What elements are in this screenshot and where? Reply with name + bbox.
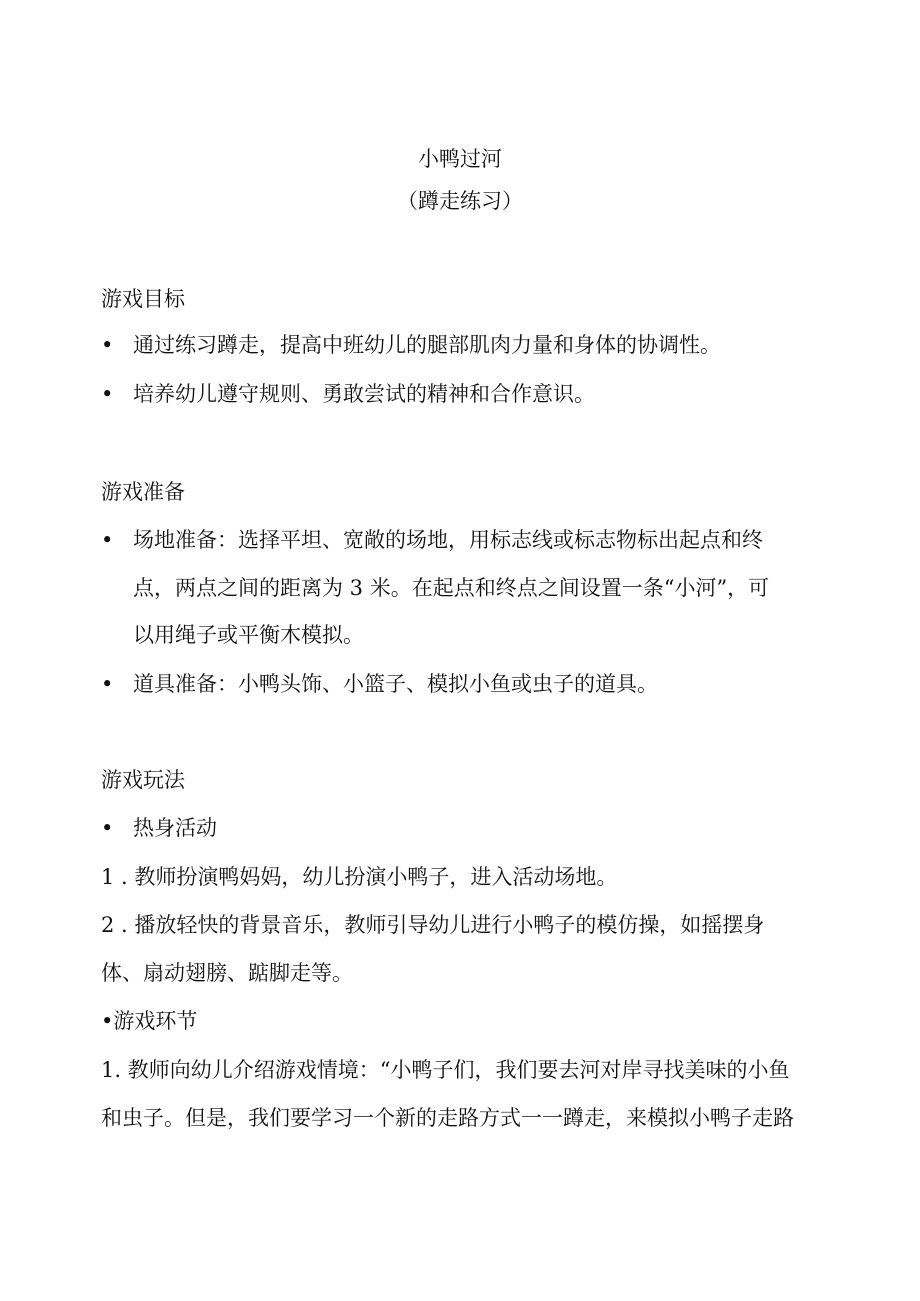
warmup-label: 热身活动 [133,816,217,840]
prep-item-line: 场地准备：选择平坦、宽敞的场地，用标志线或标志物标出起点和终 [133,528,763,552]
game-step: 1. 教师向幼儿介绍游戏情境：“小鸭子们，我们要去河对岸寻找美味的小鱼 [101,1058,790,1082]
goal-item: 培养幼儿遵守规则、勇敢尝试的精神和合作意识。 [133,382,595,406]
game-label: •游戏环节 [101,1009,198,1033]
prep-item-line: 道具准备：小鸭头饰、小篮子、模拟小鱼或虫子的道具。 [133,672,658,696]
bullet-marker: • [101,816,114,840]
bullet-marker: • [101,528,114,552]
bullet-marker: • [101,672,114,696]
document-title: 小鸭过河 [418,147,502,171]
goal-item: 通过练习蹲走，提高中班幼儿的腿部肌肉力量和身体的协调性。 [133,333,721,357]
warmup-step: 2 . 播放轻快的背景音乐，教师引导幼儿进行小鸭子的模仿操，如摇摆身 [101,913,765,937]
section-heading-play: 游戏玩法 [101,768,185,792]
bullet-marker: • [101,333,114,357]
warmup-step: 体、扇动翅膀、踮脚走等。 [101,961,353,985]
section-heading-prep: 游戏准备 [101,480,185,504]
section-heading-goals: 游戏目标 [101,287,185,311]
warmup-step: 1 . 教师扮演鸭妈妈，幼儿扮演小鸭子，进入活动场地。 [101,865,618,889]
prep-item-line: 点，两点之间的距离为 3 米。在起点和终点之间设置一条“小河”，可 [133,576,770,600]
bullet-marker: • [101,382,114,406]
prep-item-line: 以用绳子或平衡木模拟。 [133,623,364,647]
game-step: 和虫子。但是，我们要学习一个新的走路方式一一蹲走，来模拟小鸭子走路 [101,1106,794,1130]
document-subtitle: （蹲走练习） [397,189,523,213]
